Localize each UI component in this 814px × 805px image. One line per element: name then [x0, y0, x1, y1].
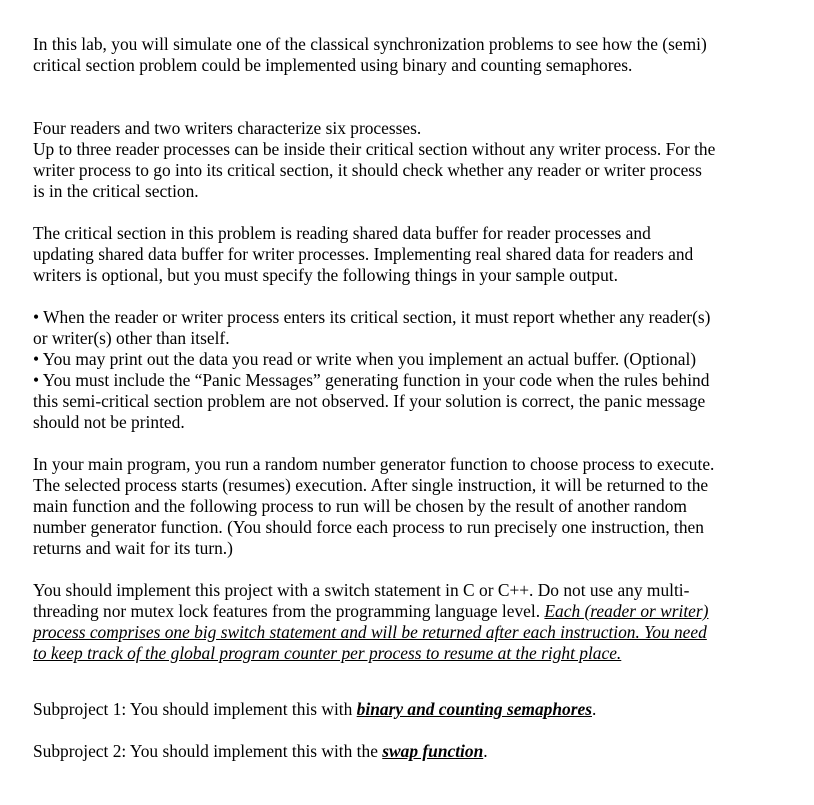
- text-line: writer process to go into its critical section, it should check whether any reader or writer process: [33, 160, 702, 180]
- text-line: or writer(s) other than itself.: [33, 328, 230, 348]
- document-page: [33, 34, 773, 762]
- text-line: this semi-critical section problem are not observed. If your solution is correct, the panic message: [33, 391, 706, 411]
- text-line: returns and wait for its turn.): [33, 538, 233, 558]
- text-line: The selected process starts (resumes) execution. After single instruction, it will be returned to the: [33, 475, 709, 495]
- paragraph-spacer: [33, 433, 773, 454]
- text-line: critical section problem could be implemented using binary and counting semaphores.: [33, 55, 633, 75]
- paragraph-spacer: [33, 559, 773, 580]
- critical-section-paragraph: [33, 223, 773, 286]
- text-line: writers is optional, but you must specify the following things in your sample output.: [33, 265, 618, 285]
- implementation-paragraph: [33, 580, 773, 664]
- emphasized-text: Each (reader or writer): [544, 601, 709, 621]
- paragraph-spacer: [33, 286, 773, 307]
- text-line: is in the critical section.: [33, 181, 199, 201]
- emphasized-line: to keep track of the global program counter per process to resume at the right place.: [33, 643, 622, 663]
- intro-paragraph: [33, 34, 773, 76]
- description-paragraph: [33, 118, 773, 202]
- bullet-line: • You must include the “Panic Messages” generating function in your code when the rules behind: [33, 370, 710, 390]
- subproject-1-prefix: Subproject 1: You should implement this with: [33, 699, 357, 719]
- subproject-2-suffix: .: [483, 741, 488, 761]
- text-line: Four readers and two writers characterize six processes.: [33, 118, 422, 138]
- bullets-paragraph: [33, 307, 773, 433]
- main-program-paragraph: [33, 454, 773, 559]
- text-line: In this lab, you will simulate one of the classical synchronization problems to see how the (semi): [33, 34, 707, 54]
- text-line: number generator function. (You should force each process to run precisely one instruction, then: [33, 517, 704, 537]
- paragraph-spacer: [33, 720, 773, 741]
- text-line: [33, 741, 773, 762]
- text-line: main function and the following process to run will be chosen by the result of another random: [33, 496, 687, 516]
- plain-text: threading nor mutex lock features from the programming language level.: [33, 601, 545, 621]
- subproject-2: [33, 741, 773, 762]
- subproject-1-suffix: .: [591, 699, 597, 719]
- text-line: should not be printed.: [33, 412, 185, 432]
- paragraph-spacer: [33, 664, 773, 699]
- bullet-line: • You may print out the data you read or write when you implement an actual buffer. (Optional): [33, 349, 697, 369]
- text-line: You should implement this project with a switch statement in C or C++. Do not use any multi-: [33, 580, 690, 600]
- subproject-1: [33, 699, 773, 720]
- text-line: Up to three reader processes can be inside their critical section without any writer process. For the: [33, 139, 716, 159]
- text-line: [33, 601, 773, 622]
- paragraph-spacer: [33, 202, 773, 223]
- subproject-2-prefix: Subproject 2: You should implement this with the: [33, 741, 383, 761]
- text-line: [33, 699, 773, 720]
- text-line: In your main program, you run a random number generator function to choose process to execute.: [33, 454, 715, 474]
- text-line: updating shared data buffer for writer processes. Implementing real shared data for readers and: [33, 244, 694, 264]
- subproject-2-keyword: swap function: [382, 741, 484, 761]
- subproject-1-keyword: binary and counting semaphores: [356, 699, 592, 719]
- bullet-line: • When the reader or writer process enters its critical section, it must report whether any reader(s): [33, 307, 711, 327]
- paragraph-spacer: [33, 76, 773, 118]
- emphasized-line: process comprises one big switch statement and will be returned after each instruction. You need: [33, 622, 707, 642]
- text-line: The critical section in this problem is reading shared data buffer for reader processes and: [33, 223, 651, 243]
